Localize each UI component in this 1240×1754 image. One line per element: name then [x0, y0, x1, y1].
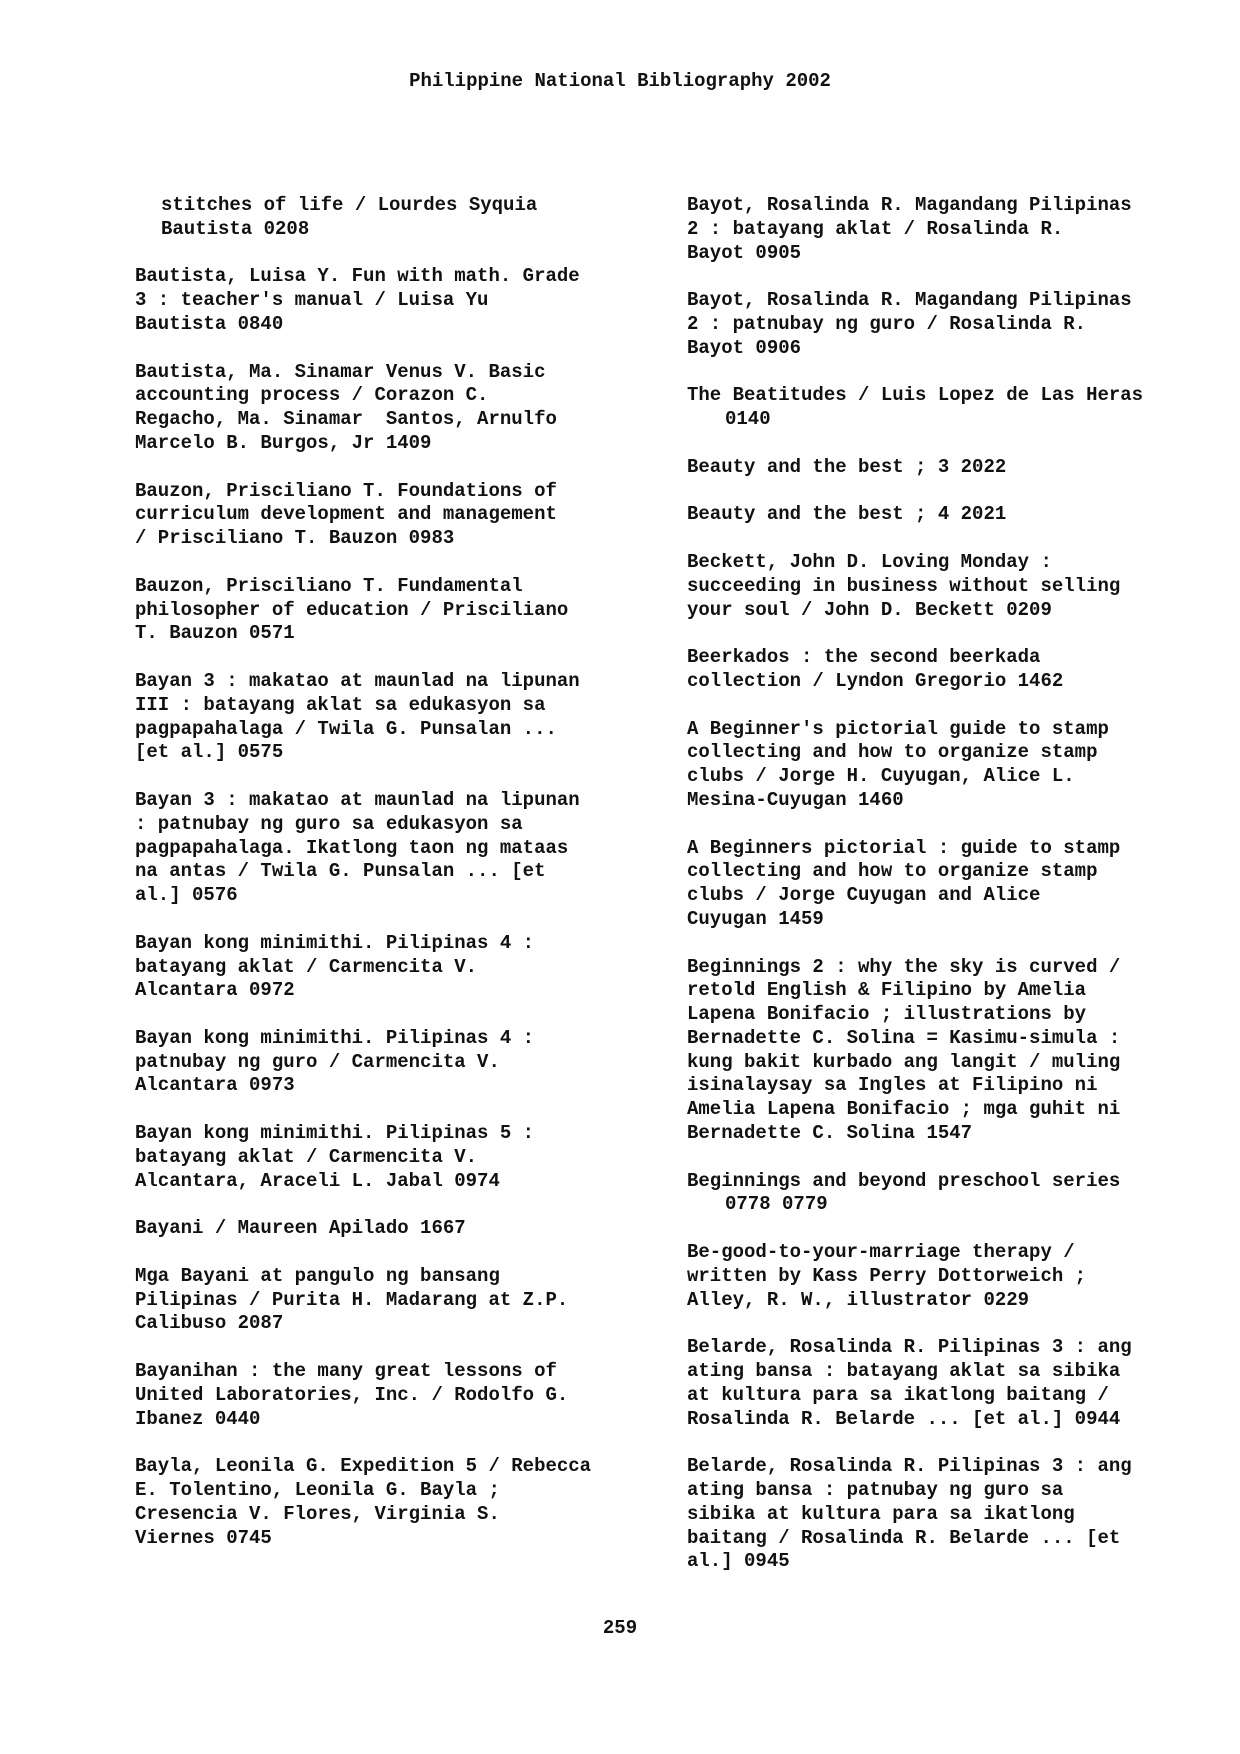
entry-line: Lapena Bonifacio ; illustrations by: [687, 1003, 1087, 1026]
entry-line: Belarde, Rosalinda R. Pilipinas 3 : ang: [687, 1455, 1132, 1478]
bibliography-entry: [135, 361, 655, 456]
bibliography-entry: [687, 1170, 1207, 1218]
bibliography-entry: [135, 1217, 655, 1241]
entry-line: Bayanihan : the many great lessons of: [135, 1360, 557, 1383]
entry-line: Bayot 0905: [687, 241, 802, 264]
entry-line: Be-good-to-your-marriage therapy /: [687, 1241, 1075, 1264]
entry-line: Mesina-Cuyugan 1460: [687, 788, 904, 811]
entry-line: batayang aklat / Carmencita V.: [135, 955, 478, 978]
entry-line: 2 : batayang aklat / Rosalinda R.: [687, 217, 1064, 240]
entry-line: Beauty and the best ; 3 2022: [687, 455, 1007, 478]
bibliography-entry: [687, 837, 1207, 932]
bibliography-entry: [687, 503, 1207, 527]
entry-line: Viernes 0745: [135, 1526, 272, 1549]
entry-line: Bauzon, Prisciliano T. Fundamental: [135, 574, 523, 597]
entry-line: clubs / Jorge Cuyugan and Alice: [687, 884, 1041, 907]
entry-line: your soul / John D. Beckett 0209: [687, 598, 1052, 621]
entry-line: stitches of life / Lourdes Syquia: [161, 194, 538, 216]
entry-line: Mga Bayani at pangulo ng bansang: [135, 1264, 500, 1287]
entry-line: philosopher of education / Prisciliano: [135, 598, 569, 621]
entry-line: Bautista, Luisa Y. Fun with math. Grade: [135, 265, 580, 288]
entry-line: Rosalinda R. Belarde ... [et al.] 0944: [687, 1407, 1121, 1430]
entry-line: Beckett, John D. Loving Monday :: [687, 550, 1052, 573]
entry-line: T. Bauzon 0571: [135, 622, 295, 645]
bibliography-entry: [687, 718, 1207, 813]
bibliography-entry: [135, 932, 655, 1003]
entry-line: patnubay ng guro / Carmencita V.: [135, 1050, 500, 1073]
entry-line: clubs / Jorge H. Cuyugan, Alice L.: [687, 765, 1075, 788]
bibliography-entry: [687, 456, 1207, 480]
entry-line: Bauzon, Prisciliano T. Foundations of: [135, 479, 557, 502]
entry-line: 0140: [725, 408, 771, 431]
entry-line: collection / Lyndon Gregorio 1462: [687, 669, 1064, 692]
bibliography-entry: [687, 646, 1207, 694]
right-column: [687, 194, 1207, 1598]
entry-line: Ibanez 0440: [135, 1407, 261, 1430]
entry-line: Cresencia V. Flores, Virginia S.: [135, 1502, 500, 1525]
entry-line: sibika at kultura para sa ikatlong: [687, 1502, 1075, 1525]
entry-line: Bayan 3 : makatao at maunlad na lipunan: [135, 788, 580, 811]
entry-line: Alcantara, Araceli L. Jabal 0974: [135, 1169, 500, 1192]
bibliography-entry: [135, 1027, 655, 1098]
entry-line: : patnubay ng guro sa edukasyon sa: [135, 812, 523, 835]
entry-line: Regacho, Ma. Sinamar Santos, Arnulfo: [135, 408, 557, 431]
entry-line: United Laboratories, Inc. / Rodolfo G.: [135, 1383, 569, 1406]
entry-line: [et al.] 0575: [135, 741, 284, 764]
entry-line: Bayot, Rosalinda R. Magandang Pilipinas: [687, 289, 1132, 312]
bibliography-entry: [135, 194, 655, 242]
bibliography-entry: [687, 1241, 1207, 1312]
page-number: 259: [602, 1617, 638, 1639]
entry-line: Bayot 0906: [687, 336, 802, 359]
bibliography-entry: [687, 289, 1207, 360]
entry-line: 2 : patnubay ng guro / Rosalinda R.: [687, 312, 1087, 335]
entry-line: curriculum development and management: [135, 503, 557, 526]
bibliography-entry: [135, 1122, 655, 1193]
entry-line: Alcantara 0972: [135, 979, 295, 1002]
entry-line: collecting and how to organize stamp: [687, 741, 1098, 764]
entry-line: Bayan kong minimithi. Pilipinas 5 :: [135, 1122, 535, 1145]
entry-line: Beerkados : the second beerkada: [687, 646, 1041, 669]
entry-line: 0778 0779: [725, 1193, 828, 1216]
entry-line: collecting and how to organize stamp: [687, 860, 1098, 883]
bibliography-entry: [687, 1455, 1207, 1574]
bibliography-entry: [687, 956, 1207, 1146]
entry-line: na antas / Twila G. Punsalan ... [et: [135, 860, 546, 883]
entry-line: Alcantara 0973: [135, 1074, 295, 1097]
entry-line: Beginnings and beyond preschool series: [687, 1169, 1121, 1192]
entry-line: pagpapahalaga. Ikatlong taon ng mataas: [135, 836, 569, 859]
bibliography-entry: [687, 551, 1207, 622]
entry-line: Cuyugan 1459: [687, 907, 824, 930]
entry-line: 3 : teacher's manual / Luisa Yu: [135, 289, 489, 312]
entry-line: E. Tolentino, Leonila G. Bayla ;: [135, 1479, 500, 1502]
entry-line: Bernadette C. Solina = Kasimu-simula :: [687, 1026, 1121, 1049]
bibliography-entry: [135, 1360, 655, 1431]
bibliography-entry: [135, 480, 655, 551]
entry-line: The Beatitudes / Luis Lopez de Las Heras: [687, 384, 1144, 407]
entry-line: Bayani / Maureen Apilado 1667: [135, 1217, 466, 1240]
entry-line: at kultura para sa ikatlong baitang /: [687, 1383, 1109, 1406]
entry-line: Bautista, Ma. Sinamar Venus V. Basic: [135, 360, 546, 383]
entry-line: isinalaysay sa Ingles at Filipino ni: [687, 1074, 1098, 1097]
bibliography-entry: [135, 1265, 655, 1336]
entry-line: Belarde, Rosalinda R. Pilipinas 3 : ang: [687, 1336, 1132, 1359]
bibliography-entry: [135, 265, 655, 336]
entry-line: ating bansa : batayang aklat sa sibika: [687, 1360, 1121, 1383]
entry-line: accounting process / Corazon C.: [135, 384, 489, 407]
entry-line: Bautista 0840: [135, 312, 284, 335]
entry-line: Bayan 3 : makatao at maunlad na lipunan: [135, 669, 580, 692]
entry-line: Beauty and the best ; 4 2021: [687, 503, 1007, 526]
bibliography-entry: [687, 1336, 1207, 1431]
entry-line: Amelia Lapena Bonifacio ; mga guhit ni: [687, 1098, 1121, 1121]
bibliography-entry: [135, 1455, 655, 1550]
entry-line: Bayot, Rosalinda R. Magandang Pilipinas: [687, 194, 1132, 216]
entry-line: succeeding in business without selling: [687, 574, 1121, 597]
bibliography-entry: [687, 384, 1207, 432]
bibliography-entry: [135, 670, 655, 765]
entry-line: III : batayang aklat sa edukasyon sa: [135, 693, 546, 716]
entry-line: pagpapahalaga / Twila G. Punsalan ...: [135, 717, 557, 740]
entry-line: al.] 0945: [687, 1550, 790, 1573]
bibliography-entry: [687, 194, 1207, 265]
entry-line: Calibuso 2087: [135, 1312, 284, 1335]
entry-line: batayang aklat / Carmencita V.: [135, 1145, 478, 1168]
entry-line: ating bansa : patnubay ng guro sa: [687, 1479, 1064, 1502]
bibliography-entry: [135, 575, 655, 646]
entry-line: Bayan kong minimithi. Pilipinas 4 :: [135, 1026, 535, 1049]
entry-line: written by Kass Perry Dottorweich ;: [687, 1264, 1087, 1287]
entry-line: Beginnings 2 : why the sky is curved /: [687, 955, 1121, 978]
running-header: Philippine National Bibliography 2002: [409, 70, 831, 92]
entry-line: A Beginners pictorial : guide to stamp: [687, 836, 1121, 859]
entry-line: kung bakit kurbado ang langit / muling: [687, 1050, 1121, 1073]
entry-line: Bayan kong minimithi. Pilipinas 4 :: [135, 931, 535, 954]
entry-line: Bayla, Leonila G. Expedition 5 / Rebecca: [135, 1455, 592, 1478]
bibliography-entry: [135, 789, 655, 908]
entry-line: Bernadette C. Solina 1547: [687, 1122, 973, 1145]
left-column: [135, 194, 655, 1574]
entry-line: Alley, R. W., illustrator 0229: [687, 1288, 1030, 1311]
entry-line: al.] 0576: [135, 884, 238, 907]
entry-line: Bautista 0208: [161, 217, 310, 240]
entry-line: baitang / Rosalinda R. Belarde ... [et: [687, 1526, 1121, 1549]
entry-line: retold English & Filipino by Amelia: [687, 979, 1087, 1002]
entry-line: Pilipinas / Purita H. Madarang at Z.P.: [135, 1288, 569, 1311]
entry-line: Marcelo B. Burgos, Jr 1409: [135, 431, 432, 454]
entry-line: A Beginner's pictorial guide to stamp: [687, 717, 1109, 740]
entry-line: / Prisciliano T. Bauzon 0983: [135, 527, 455, 550]
